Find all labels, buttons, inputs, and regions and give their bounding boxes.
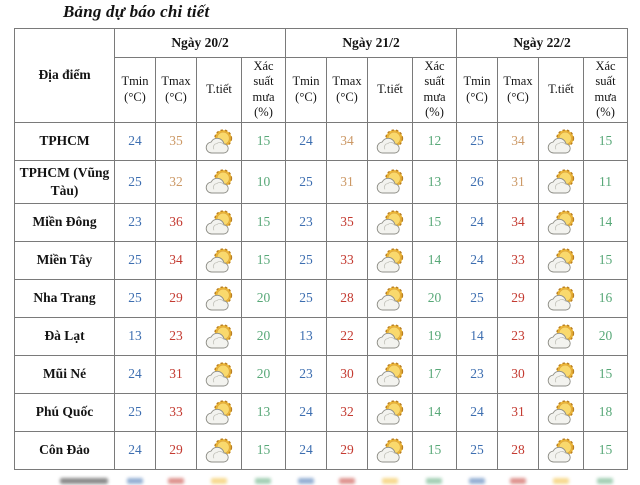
tmin-cell: 25 <box>286 279 327 317</box>
tmin-cell: 25 <box>115 279 156 317</box>
tmin-cell: 25 <box>286 241 327 279</box>
weather-cell <box>539 203 584 241</box>
tmin-cell: 24 <box>457 393 498 431</box>
tmin-header: Tmin (°C) <box>286 58 327 123</box>
rain-probability-cell: 17 <box>413 355 457 393</box>
rain-probability-cell: 13 <box>242 393 286 431</box>
tmax-cell: 33 <box>327 241 368 279</box>
tmax-header: Tmax (°C) <box>498 58 539 123</box>
sun-behind-cloud-icon <box>545 285 578 313</box>
tmax-cell: 32 <box>327 393 368 431</box>
cropped-row-smudge <box>339 478 355 484</box>
rain-probability-cell: 20 <box>242 279 286 317</box>
weather-cell <box>539 241 584 279</box>
sun-behind-cloud-icon <box>374 247 407 275</box>
rain-probability-cell: 12 <box>413 122 457 160</box>
tmin-header: Tmin (°C) <box>115 58 156 123</box>
table-row <box>15 241 628 279</box>
weather-header: T.tiết <box>539 58 584 123</box>
tmax-cell: 28 <box>498 431 539 469</box>
page-title: Bảng dự báo chi tiết <box>63 2 210 21</box>
location-cell: Nha Trang <box>15 279 115 317</box>
tmin-cell: 23 <box>457 355 498 393</box>
weather-cell <box>368 393 413 431</box>
tmax-cell: 33 <box>156 393 197 431</box>
rain-probability-cell: 20 <box>242 317 286 355</box>
sun-behind-cloud-icon <box>203 168 236 196</box>
sun-behind-cloud-icon <box>545 399 578 427</box>
tmax-header: Tmax (°C) <box>156 58 197 123</box>
weather-cell <box>539 355 584 393</box>
weather-cell <box>197 241 242 279</box>
sun-behind-cloud-icon <box>374 168 407 196</box>
sun-behind-cloud-icon <box>203 285 236 313</box>
rain-probability-cell: 11 <box>584 160 628 203</box>
weather-cell <box>368 279 413 317</box>
weather-cell <box>368 122 413 160</box>
tmin-cell: 13 <box>115 317 156 355</box>
tmax-cell: 29 <box>156 431 197 469</box>
weather-cell <box>539 317 584 355</box>
cropped-row-smudge <box>426 478 442 484</box>
sun-behind-cloud-icon <box>374 285 407 313</box>
day-header-22-2: Ngày 22/2 <box>457 29 628 58</box>
rain-probability-cell: 13 <box>413 160 457 203</box>
tmax-cell: 36 <box>156 203 197 241</box>
weather-cell <box>368 431 413 469</box>
tmax-cell: 22 <box>327 317 368 355</box>
weather-cell <box>368 160 413 203</box>
rain-probability-cell: 15 <box>242 241 286 279</box>
sun-behind-cloud-icon <box>203 128 236 156</box>
tmin-cell: 25 <box>457 431 498 469</box>
sun-behind-cloud-icon <box>203 361 236 389</box>
sun-behind-cloud-icon <box>203 209 236 237</box>
tmin-cell: 25 <box>286 160 327 203</box>
rain-probability-cell: 15 <box>413 203 457 241</box>
tmin-cell: 25 <box>115 160 156 203</box>
sun-behind-cloud-icon <box>374 437 407 465</box>
tmin-cell: 25 <box>457 122 498 160</box>
tmin-cell: 23 <box>115 203 156 241</box>
rain-probability-cell: 15 <box>584 355 628 393</box>
tmin-cell: 24 <box>115 122 156 160</box>
table-row <box>15 122 628 160</box>
tmax-cell: 29 <box>156 279 197 317</box>
rain-probability-cell: 15 <box>242 431 286 469</box>
rain-probability-header: Xác suất mưa (%) <box>584 58 628 123</box>
tmin-cell: 26 <box>457 160 498 203</box>
forecast-table <box>14 28 628 470</box>
tmin-cell: 25 <box>115 241 156 279</box>
location-cell: Miền Đông <box>15 203 115 241</box>
weather-cell <box>197 355 242 393</box>
sun-behind-cloud-icon <box>203 247 236 275</box>
sun-behind-cloud-icon <box>374 361 407 389</box>
weather-cell <box>368 355 413 393</box>
cropped-next-row <box>14 475 627 485</box>
weather-cell <box>368 317 413 355</box>
weather-cell <box>197 160 242 203</box>
sun-behind-cloud-icon <box>545 247 578 275</box>
weather-cell <box>197 393 242 431</box>
rain-probability-cell: 14 <box>413 241 457 279</box>
tmax-cell: 34 <box>498 203 539 241</box>
tmax-cell: 31 <box>156 355 197 393</box>
sun-behind-cloud-icon <box>545 437 578 465</box>
rain-probability-header: Xác suất mưa (%) <box>413 58 457 123</box>
rain-probability-cell: 16 <box>584 279 628 317</box>
weather-cell <box>539 160 584 203</box>
tmin-cell: 23 <box>286 203 327 241</box>
rain-probability-cell: 15 <box>413 431 457 469</box>
tmin-cell: 25 <box>115 393 156 431</box>
tmin-cell: 24 <box>457 203 498 241</box>
tmin-cell: 23 <box>286 355 327 393</box>
rain-probability-cell: 14 <box>413 393 457 431</box>
table-row <box>15 203 628 241</box>
sun-behind-cloud-icon <box>203 399 236 427</box>
rain-probability-cell: 20 <box>413 279 457 317</box>
tmax-cell: 23 <box>156 317 197 355</box>
tmin-header: Tmin (°C) <box>457 58 498 123</box>
location-cell: Mũi Né <box>15 355 115 393</box>
tmax-cell: 30 <box>327 355 368 393</box>
tmin-cell: 24 <box>286 122 327 160</box>
tmin-cell: 24 <box>286 431 327 469</box>
tmax-header: Tmax (°C) <box>327 58 368 123</box>
rain-probability-cell: 14 <box>584 203 628 241</box>
sun-behind-cloud-icon <box>545 361 578 389</box>
cropped-row-smudge <box>469 478 485 484</box>
rain-probability-cell: 19 <box>413 317 457 355</box>
weather-cell <box>197 122 242 160</box>
weather-cell <box>539 122 584 160</box>
weather-cell <box>197 279 242 317</box>
tmax-cell: 32 <box>156 160 197 203</box>
tmin-cell: 24 <box>115 431 156 469</box>
tmax-cell: 29 <box>327 431 368 469</box>
tmin-cell: 25 <box>457 279 498 317</box>
cropped-row-smudge <box>168 478 184 484</box>
location-cell: TPHCM <box>15 122 115 160</box>
weather-cell <box>539 431 584 469</box>
table-row <box>15 160 628 203</box>
weather-header: T.tiết <box>368 58 413 123</box>
rain-probability-cell: 15 <box>584 122 628 160</box>
rain-probability-cell: 15 <box>584 431 628 469</box>
tmax-cell: 29 <box>498 279 539 317</box>
cropped-row-smudge <box>255 478 271 484</box>
weather-cell <box>368 203 413 241</box>
location-cell: Côn Đảo <box>15 431 115 469</box>
tmax-cell: 23 <box>498 317 539 355</box>
rain-probability-header: Xác suất mưa (%) <box>242 58 286 123</box>
tmax-cell: 34 <box>498 122 539 160</box>
cropped-row-smudge <box>211 478 227 484</box>
tmin-cell: 24 <box>286 393 327 431</box>
weather-header: T.tiết <box>197 58 242 123</box>
cropped-row-smudge <box>127 478 143 484</box>
location-cell: TPHCM (Vũng Tàu) <box>15 160 115 203</box>
rain-probability-cell: 20 <box>242 355 286 393</box>
rain-probability-cell: 15 <box>242 203 286 241</box>
sun-behind-cloud-icon <box>374 128 407 156</box>
sun-behind-cloud-icon <box>374 323 407 351</box>
sun-behind-cloud-icon <box>374 209 407 237</box>
location-cell: Đà Lạt <box>15 317 115 355</box>
sun-behind-cloud-icon <box>545 209 578 237</box>
table-row <box>15 317 628 355</box>
cropped-row-smudge <box>60 478 108 484</box>
tmin-cell: 13 <box>286 317 327 355</box>
tmax-cell: 33 <box>498 241 539 279</box>
sun-behind-cloud-icon <box>374 399 407 427</box>
sun-behind-cloud-icon <box>203 323 236 351</box>
tmax-cell: 35 <box>327 203 368 241</box>
tmax-cell: 35 <box>156 122 197 160</box>
tmax-cell: 34 <box>156 241 197 279</box>
rain-probability-cell: 18 <box>584 393 628 431</box>
table-row <box>15 355 628 393</box>
tmax-cell: 30 <box>498 355 539 393</box>
tmax-cell: 31 <box>498 393 539 431</box>
table-row <box>15 393 628 431</box>
day-header-21-2: Ngày 21/2 <box>286 29 457 58</box>
table-row <box>15 431 628 469</box>
tmin-cell: 24 <box>457 241 498 279</box>
cropped-row-smudge <box>510 478 526 484</box>
tmin-cell: 24 <box>115 355 156 393</box>
weather-cell <box>197 203 242 241</box>
sun-behind-cloud-icon <box>545 168 578 196</box>
weather-cell <box>197 317 242 355</box>
cropped-row-smudge <box>298 478 314 484</box>
weather-cell <box>368 241 413 279</box>
sun-behind-cloud-icon <box>203 437 236 465</box>
cropped-row-smudge <box>597 478 613 484</box>
tmax-cell: 31 <box>498 160 539 203</box>
location-header: Địa điểm <box>15 29 115 123</box>
weather-cell <box>539 279 584 317</box>
rain-probability-cell: 15 <box>242 122 286 160</box>
rain-probability-cell: 20 <box>584 317 628 355</box>
cropped-row-smudge <box>382 478 398 484</box>
cropped-row-smudge <box>553 478 569 484</box>
tmax-cell: 31 <box>327 160 368 203</box>
weather-cell <box>539 393 584 431</box>
rain-probability-cell: 15 <box>584 241 628 279</box>
day-header-20-2: Ngày 20/2 <box>115 29 286 58</box>
location-cell: Phú Quốc <box>15 393 115 431</box>
table-row <box>15 279 628 317</box>
sun-behind-cloud-icon <box>545 128 578 156</box>
rain-probability-cell: 10 <box>242 160 286 203</box>
sun-behind-cloud-icon <box>545 323 578 351</box>
location-cell: Miền Tây <box>15 241 115 279</box>
tmax-cell: 28 <box>327 279 368 317</box>
tmin-cell: 14 <box>457 317 498 355</box>
weather-cell <box>197 431 242 469</box>
tmax-cell: 34 <box>327 122 368 160</box>
